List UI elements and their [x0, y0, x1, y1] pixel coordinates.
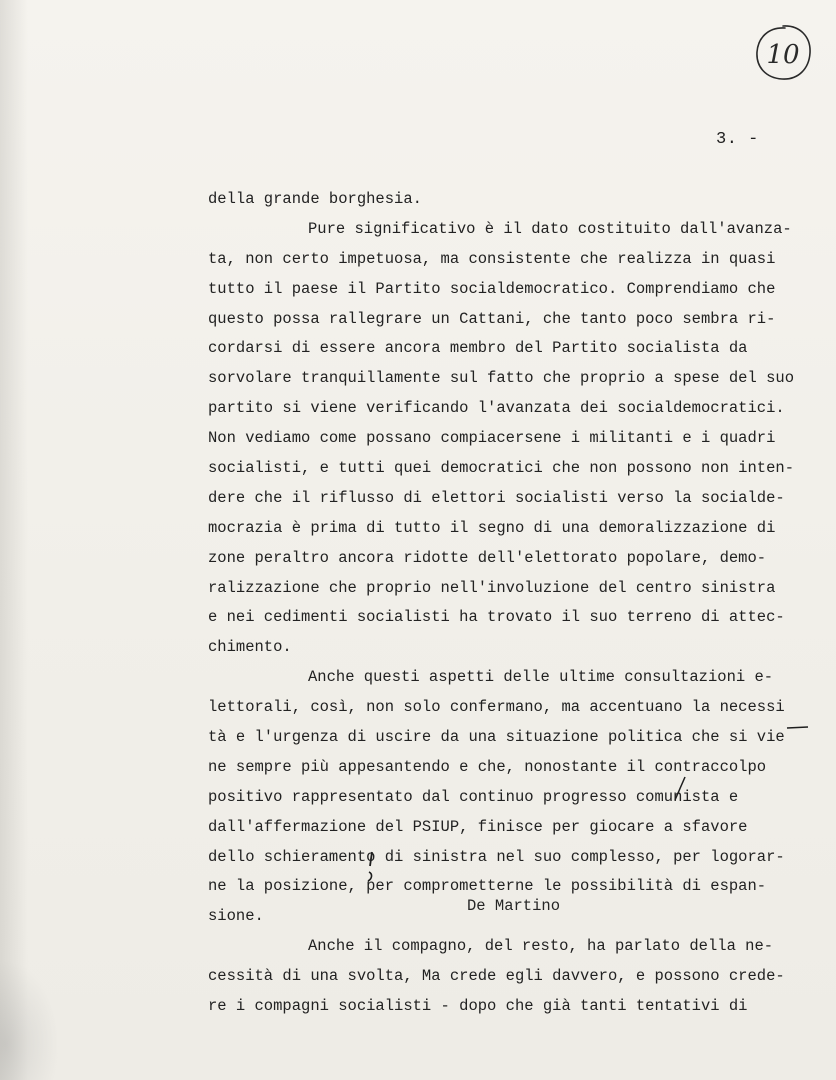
text-line: partito si viene verificando l'avanzata dei socialdemocratici. [208, 399, 785, 418]
text-line: tutto il paese il Partito socialdemocratico. Comprendiamo che [208, 279, 776, 298]
text-line: mocrazia è prima di tutto il segno di una demoralizzazione di [208, 518, 776, 537]
scan-stamp-smudge [0, 960, 60, 1080]
underline-mark-icon [786, 718, 810, 732]
page-number: 3. - [716, 130, 759, 149]
text-line: cordarsi di essere ancora membro del Partito socialista da [208, 339, 748, 358]
text-line: sorvolare tranquillamente sul fatto che proprio a spese del suo [208, 369, 794, 388]
text-line: e nei cedimenti socialisti ha trovato il suo terreno di attec- [208, 608, 785, 627]
text-line: dere che il riflusso di elettori socialisti verso la socialde- [208, 488, 785, 507]
text-line: tà e l'urgenza di uscire da una situazione politica che si vie [208, 728, 785, 747]
text-line: dall'affermazione del PSIUP, finisce per giocare a sfavore [208, 817, 748, 836]
correction-stroke-icon [672, 775, 688, 803]
text-line: Pure significativo è il dato costituito dall'avanza- [308, 219, 792, 238]
text-line: positivo rappresentato dal continuo progresso comunista e [208, 787, 739, 806]
text-line: questo possa rallegrare un Cattani, che tanto poco sembra ri- [208, 309, 776, 328]
text-line: lettorali, così, non solo confermano, ma accentuano la necessi [208, 698, 785, 717]
folio-number: 10 [766, 40, 800, 70]
folio-circle [752, 22, 814, 84]
text-line: re i compagni socialisti - dopo che già tanti tentativi di [208, 997, 748, 1016]
scan-edge-shadow [0, 0, 28, 1080]
text-line: ne sempre più appesantendo e che, nonostante il contraccolpo [208, 757, 767, 776]
comma-correction-icon [363, 850, 379, 884]
handwritten-insertion: De Martino [467, 897, 561, 915]
text-line: Anche questi aspetti delle ultime consultazioni e- [308, 668, 774, 687]
text-line: sione. [208, 907, 264, 926]
text-line: Non vediamo come possano compiacersene i militanti e i quadri [208, 429, 776, 448]
text-line: chimento. [208, 638, 292, 657]
text-line: ta, non certo impetuosa, ma consistente che realizza in quasi [208, 249, 776, 268]
folio-circle-icon [752, 22, 814, 84]
text-line: dello schieramento di sinistra nel suo complesso, per logorar- [208, 847, 785, 866]
text-line: della grande borghesia. [208, 190, 422, 208]
text-line: socialisti, e tutti quei democratici che non possono non inten- [208, 459, 794, 478]
text-line: Anche il compagno, del resto, ha parlato della ne- [308, 937, 774, 956]
text-line: zone peraltro ancora ridotte dell'elettorato popolare, demo- [208, 548, 767, 567]
text-line: ralizzazione che proprio nell'involuzione del centro sinistra [208, 578, 776, 597]
text-line: ne la posizione, per comprometterne le possibilità di espan- [208, 877, 767, 896]
text-line: cessità di una svolta, Ma crede egli davvero, e possono crede- [208, 967, 785, 986]
